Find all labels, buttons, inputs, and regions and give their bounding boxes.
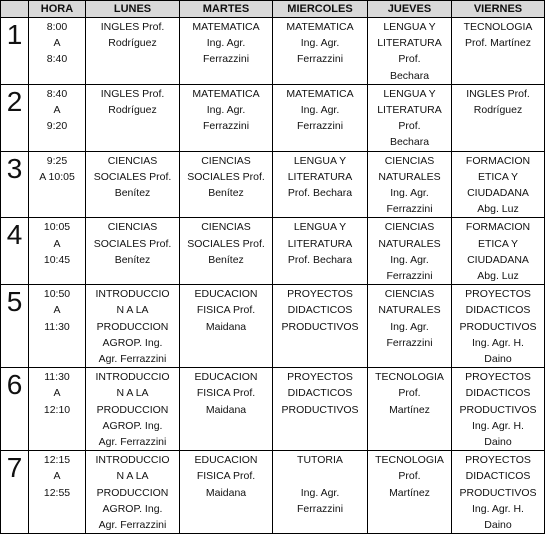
cell-martes: MATEMATICA Ing. Agr. Ferrazzini [180,84,273,151]
period-number: 2 [1,84,29,151]
cell-martes: CIENCIAS SOCIALES Prof. Benítez [180,218,273,285]
period-time: 11:30 A 12:10 [29,368,86,451]
cell-martes: EDUCACION FISICA Prof. Maidana [180,285,273,368]
period-number: 6 [1,368,29,451]
header-corner [1,1,29,18]
period-time: 8:40 A 9:20 [29,84,86,151]
header-lunes: LUNES [86,1,180,18]
period-number: 5 [1,285,29,368]
table-row [1,368,545,451]
cell-martes: EDUCACION FISICA Prof. Maidana [180,368,273,451]
period-time: 8:00 A 8:40 [29,18,86,85]
cell-miercoles: PROYECTOS DIDACTICOS PRODUCTIVOS [273,368,368,451]
cell-jueves: TECNOLOGIA Prof. Martínez [368,368,452,451]
cell-miercoles: LENGUA Y LITERATURA Prof. Bechara [273,151,368,218]
cell-viernes: PROYECTOS DIDACTICOS PRODUCTIVOS Ing. Agr. H. Daino [452,451,545,534]
cell-lunes: INGLES Prof. Rodríguez [86,18,180,85]
cell-jueves: LENGUA Y LITERATURA Prof. Bechara [368,18,452,85]
period-time: 9:25 A 10:05 [29,151,86,218]
cell-miercoles: PROYECTOS DIDACTICOS PRODUCTIVOS [273,285,368,368]
header-martes: MARTES [180,1,273,18]
cell-martes: MATEMATICA Ing. Agr. Ferrazzini [180,18,273,85]
table-row [1,84,545,151]
cell-viernes: FORMACION ETICA Y CIUDADANA Abg. Luz [452,218,545,285]
header-hora: HORA [29,1,86,18]
period-number: 4 [1,218,29,285]
header-miercoles: MIERCOLES [273,1,368,18]
table-row [1,451,545,534]
period-number: 3 [1,151,29,218]
cell-jueves: TECNOLOGIA Prof. Martínez [368,451,452,534]
cell-lunes: INGLES Prof. Rodríguez [86,84,180,151]
cell-martes: CIENCIAS SOCIALES Prof. Benítez [180,151,273,218]
header-row [1,1,545,18]
table-row [1,18,545,85]
period-time: 10:50 A 11:30 [29,285,86,368]
cell-lunes: CIENCIAS SOCIALES Prof. Benítez [86,151,180,218]
table-row [1,218,545,285]
period-number: 1 [1,18,29,85]
header-viernes: VIERNES [452,1,545,18]
cell-jueves: CIENCIAS NATURALES Ing. Agr. Ferrazzini [368,218,452,285]
cell-jueves: LENGUA Y LITERATURA Prof. Bechara [368,84,452,151]
cell-viernes: PROYECTOS DIDACTICOS PRODUCTIVOS Ing. Agr. H. Daino [452,285,545,368]
cell-viernes: FORMACION ETICA Y CIUDADANA Abg. Luz [452,151,545,218]
cell-lunes: INTRODUCCIO N A LA PRODUCCION AGROP. Ing. Agr. Ferrazzini [86,285,180,368]
cell-lunes: CIENCIAS SOCIALES Prof. Benítez [86,218,180,285]
cell-miercoles: TUTORIA Ing. Agr. Ferrazzini [273,451,368,534]
header-jueves: JUEVES [368,1,452,18]
cell-viernes: PROYECTOS DIDACTICOS PRODUCTIVOS Ing. Agr. H. Daino [452,368,545,451]
period-number: 7 [1,451,29,534]
cell-miercoles: MATEMATICA Ing. Agr. Ferrazzini [273,84,368,151]
cell-miercoles: LENGUA Y LITERATURA Prof. Bechara [273,218,368,285]
cell-lunes: INTRODUCCIO N A LA PRODUCCION AGROP. Ing. Agr. Ferrazzini [86,451,180,534]
cell-viernes: INGLES Prof. Rodríguez [452,84,545,151]
period-time: 12:15 A 12:55 [29,451,86,534]
period-time: 10:05 A 10:45 [29,218,86,285]
cell-jueves: CIENCIAS NATURALES Ing. Agr. Ferrazzini [368,285,452,368]
cell-jueves: CIENCIAS NATURALES Ing. Agr. Ferrazzini [368,151,452,218]
cell-miercoles: MATEMATICA Ing. Agr. Ferrazzini [273,18,368,85]
cell-viernes: TECNOLOGIA Prof. Martínez [452,18,545,85]
table-row [1,151,545,218]
table-row [1,285,545,368]
cell-martes: EDUCACION FISICA Prof. Maidana [180,451,273,534]
cell-lunes: INTRODUCCIO N A LA PRODUCCION AGROP. Ing. Agr. Ferrazzini [86,368,180,451]
